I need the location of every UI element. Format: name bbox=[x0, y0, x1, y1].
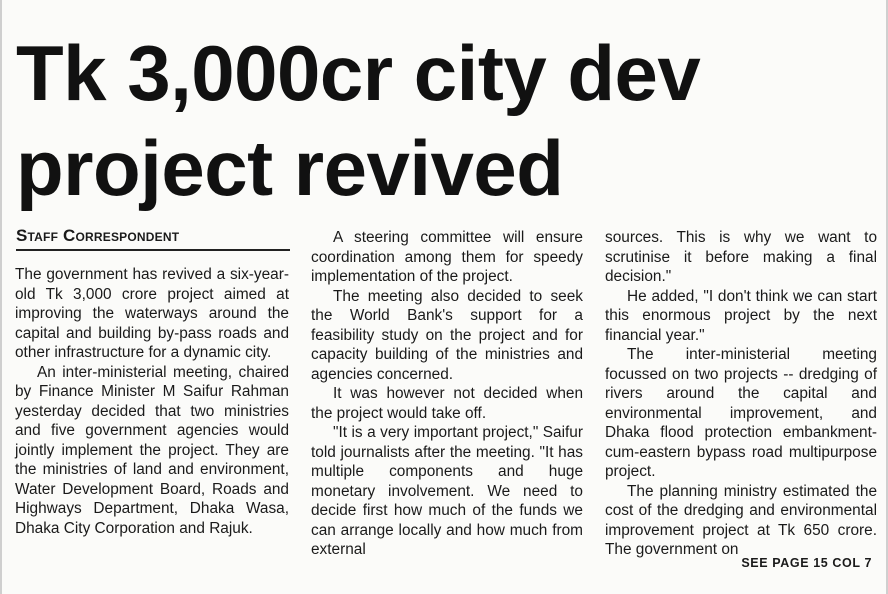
headline-line-2: project revived bbox=[16, 124, 564, 212]
article-column-1 bbox=[15, 265, 289, 538]
paragraph: The inter-ministerial meeting focussed on two projects -- dredging of rivers around the capital and environmental improvement, and Dhaka flood protection embankment-cum-eastern bypass road multipurpose project. bbox=[605, 346, 877, 480]
byline-text: Staff Correspondent bbox=[16, 226, 180, 245]
article-column-2 bbox=[311, 228, 583, 560]
headline-line-1: Tk 3,000cr city dev bbox=[16, 29, 701, 117]
byline bbox=[16, 226, 290, 251]
paragraph: It was however not decided when the project would take off. bbox=[311, 385, 583, 422]
paragraph: sources. This is why we want to scrutinise it before making a final decision." bbox=[605, 229, 877, 285]
continued-on-page-note: SEE PAGE 15 COL 7 bbox=[741, 556, 872, 570]
paragraph: The meeting also decided to seek the World Bank's support for a feasibility study on the project and for capacity building of the ministries and agencies concerned. bbox=[311, 287, 583, 383]
paragraph: The government has revived a six-year-old Tk 3,000 crore project aimed at improving the waterways around the capital and building by-pass roads and other infrastructure for a dynamic city. bbox=[15, 266, 289, 361]
paragraph: An inter-ministerial meeting, chaired by Finance Minister M Saifur Rahman yesterday decided that two ministries and five government agencies would jointly implement the project. They are the ministries of land and environment, Water Development Board, Roads and Highways Department, Dhaka Wasa, Dhaka City Corporation and Rajuk. bbox=[15, 363, 289, 537]
paragraph: He added, "I don't think we can start this enormous project by the next financial year." bbox=[605, 287, 877, 344]
headline bbox=[16, 26, 876, 216]
article-column-3 bbox=[605, 228, 877, 560]
paragraph: The planning ministry estimated the cost of the dredging and environmental improvement project at Tk 650 crore. The government on bbox=[605, 482, 877, 558]
paragraph: A steering committee will ensure coordination among them for speedy implementation of the project. bbox=[311, 229, 583, 285]
paragraph: "It is a very important project," Saifur told journalists after the meeting. "It has multiple components and huge monetary involvement. We need to decide first how much of the funds we can arrange locally and how much from external bbox=[311, 424, 583, 558]
